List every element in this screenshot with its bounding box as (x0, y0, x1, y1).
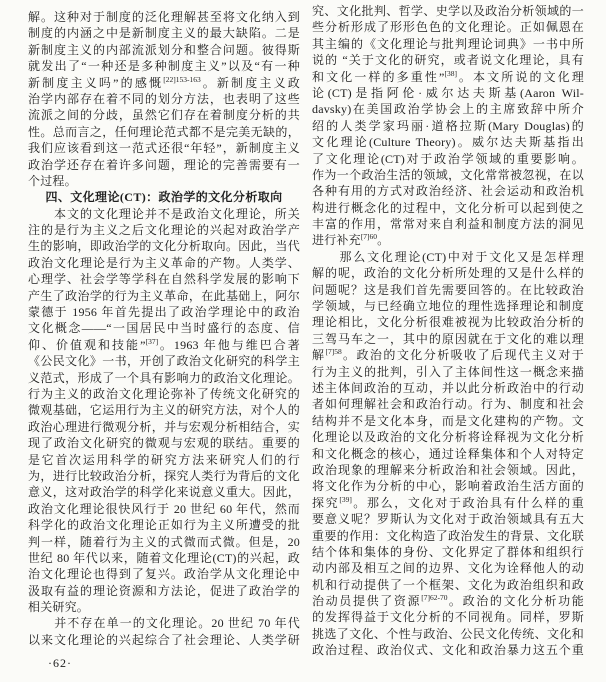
text-line: 各种有用的方式对政治经济、社会运动和政治机 (312, 184, 584, 199)
text-line: 《公民文化》一书，开创了政治文化研究的科学主 (28, 354, 300, 369)
left-column-text (28, 9, 300, 648)
text-line: 新制度主义的内部流派划分和整合问题。彼得斯 (28, 42, 300, 57)
text-line: 解$^{[7]58}$。政治的文化分析吸收了后现代主义对于 (312, 347, 584, 363)
text-line: 丰富的作用，常常对来自利益和制度方法的洞见 (312, 217, 584, 232)
text-line: 政治文化理论是行为主义革命的产物。人类学、 (28, 255, 300, 270)
text-line: 流派之间的分歧，虽然它们存在着制度分析的共 (28, 108, 300, 123)
text-line: 探究[39]。那么，文化对于政治具有什么样的重 (312, 494, 584, 510)
citation-superscript: [7]60 (360, 232, 378, 242)
text-line: 义范式，形成了一个具有影响力的政治文化理论。 (28, 370, 300, 385)
text-line: 行为主义的批判，引入了主体间性这一概念来描 (312, 364, 584, 379)
text-line: 为，进行比较政治分析，探究人类行为背后的文化 (28, 468, 300, 483)
text-line: 现了政治文化研究的微观与宏观的联结。重要的 (28, 436, 300, 451)
text-line: 心理学、社会学等学科在自然科学发展的影响下 (28, 272, 300, 287)
text-line: 解的呢，政治的文化分析所处理的又是什么样的 (312, 266, 584, 281)
right-column-text (312, 3, 584, 659)
text-line: 重要的作用：文化构造了政治发生的背景、文化联 (312, 528, 584, 543)
text-line: 和文化概念的核心，通过诠释集体和个人对特定 (312, 446, 584, 461)
citation-superscript: [7]62-70 (421, 593, 448, 603)
citation-superscript: [39] (339, 494, 352, 504)
text-line: 新制度主义吗”的感慨$^{[22]153-163}$。新制度主义政 (28, 74, 300, 90)
text-line: 结构并不是文化本身，而是文化建构的产物。文 (312, 413, 584, 428)
text-line: 问题呢？这是我们首先需要回答的。在比较政治 (312, 282, 584, 297)
text-line: 述主体间政治的互动，并以此分析政治中的行动 (312, 380, 584, 395)
text-line: 治文化理论也得到了复兴。政治学从文化理论中 (28, 567, 300, 582)
text-line: 政治学还存在着许多问题，理论的完善需要有一 (28, 157, 300, 172)
text-line: 说的 “关于文化的研究，或者说文化理论，具有 (312, 53, 584, 68)
text-line: 了文化理论(CT)对于政治学领域的重要影响。 (312, 151, 584, 166)
text-line: 学领域，与已经确立地位的理性选择理论和制度 (312, 299, 584, 314)
page-number: ·62· (48, 656, 72, 671)
text-line: 三驾马车之一，其中的原因就在于文化的难以理 (312, 331, 584, 346)
text-line: 注的是行为主义之后文化理论的兴起对政治学产 (28, 223, 300, 238)
left-column (28, 2, 300, 682)
text-line: 行为主义的政治文化理论弥补了传统文化研究的 (28, 386, 300, 401)
citation-superscript: [38] (444, 68, 458, 78)
text-line: 仰、价值观和技能”[37]。1963 年他与维巴合著 (28, 336, 300, 352)
text-line: 那么文化理论(CT)中对于文化又是怎样理 (312, 249, 584, 264)
text-line: 论(CT)是指阿伦·威尔达夫斯基(Aaron Wil- (312, 85, 584, 100)
text-line: 我们应该看到这一范式还很“年轻”，新制度主义 (28, 141, 300, 156)
text-line: 文化理论(Culture Theory)。威尔达夫斯基指出 (312, 135, 584, 150)
text-line: 汲取有益的理论资源和方法论，促进了政治学的 (28, 583, 300, 598)
text-line: 究、文化批判、哲学、史学以及政治分析领域的一 (312, 4, 584, 18)
text-line: 绍的人类学家玛丽·道格拉斯(Mary Douglas)的 (312, 118, 584, 133)
text-line: 制度的内涵之中是新制度主义的最大缺陷。二是 (28, 26, 300, 41)
text-line: 其主编的《文化理论与批判理论词典》一书中所 (312, 36, 584, 51)
text-line: 理论相比，文化分析很难被视为比较政治分析的 (312, 315, 584, 330)
text-line: 文化概念——“一国居民中当时盛行的态度、信 (28, 321, 300, 336)
text-line: 政治过程、政治仪式、文化和政治暴力这五个重 (312, 643, 584, 658)
text-line: 个过程。 (28, 173, 77, 188)
text-line: 作为一个政治生活的领域，文化常常被忽视，在以 (312, 167, 584, 182)
text-line: 的发挥得益于文化分析的不同视角。同样，罗斯 (312, 610, 584, 625)
text-line: 构进行概念化的过程中，文化分析可以起到使之 (312, 200, 584, 215)
citation-superscript: [7]58 (325, 347, 342, 357)
text-line: 挑选了文化、个性与政治、公民文化传统、文化和 (312, 626, 584, 641)
text-line: 生的影响，即政治学的文化分析取向。因此，当代 (28, 239, 300, 254)
text-line: 者如何理解社会和政治行动。行为、制度和社会 (312, 397, 584, 412)
text-line: 蒙德于 1956 年首先提出了政治学理论中的政治 (28, 305, 300, 320)
text-line: 本文的文化理论并不是政治文化理论，所关 (28, 206, 300, 221)
text-line: 解。这种对于制度的泛化理解甚至将文化纳入到 (28, 10, 300, 24)
text-line: 就发出了“一种还是多种制度主义”以及“有一种 (28, 59, 300, 74)
text-line: 科学化的政治文化理论正如行为主义所遭受的批 (28, 518, 300, 533)
text-line: 动内部及相互之间的边界、文化为诠释他人的动 (312, 561, 584, 576)
text-line: 是它首次运用科学的研究方法来研究人们的行 (28, 452, 300, 467)
text-line: 以来文化理论的兴起综合了社会理论、人类学研 (28, 632, 300, 647)
text-line: 些分析形成了形形色色的文化理论。正如佩恩在 (312, 20, 584, 35)
text-line: 性。总而言之，任何理论范式都不是完美无缺的， (28, 124, 300, 139)
text-line: davsky)在美国政治学协会上的主席致辞中所介 (312, 102, 584, 117)
text-line: 相关研究。 (28, 600, 90, 615)
right-column (312, 2, 584, 682)
text-line: 机和行动提供了一个框架、文化为政治组织和政 (312, 577, 584, 592)
text-line: 政治文化理论很快风行于 20 世纪 60 年代，然而 (28, 501, 300, 516)
text-line: 政治心理进行微观分析，并与宏观分析相结合，实 (28, 419, 300, 434)
text-line: 产生了政治学的行为主义革命，在此基础上，阿尔 (28, 288, 300, 303)
text-line: 和文化一样的多重性”[38]。本文所说的文化理 (312, 68, 584, 84)
text-line: 并不存在单一的文化理论。20 世纪 70 年代 (28, 616, 300, 631)
text-line: 将文化作为分析的中心，影响着政治生活方面的 (312, 479, 584, 494)
text-line: 化理论以及政治的文化分析将诠释视为文化分析 (312, 430, 584, 445)
text-line: 世纪 80 年代以来，随着文化理论(CT)的兴起，政 (28, 550, 300, 565)
text-line: 结个体和集体的身份、文化界定了群体和组织行 (312, 544, 584, 559)
text-line: 治学内部存在着不同的划分方法，也表明了这些 (28, 91, 300, 106)
text-line: 要意义呢？罗斯认为文化对于政治领域具有五大 (312, 512, 584, 527)
text-line: 治动员提供了资源$^{[7]62-70}$。政治的文化分析功能 (312, 593, 584, 609)
text-line: 微观基础，它运用行为主义的研究方法，对个人的 (28, 403, 300, 418)
citation-superscript: [22]153-163 (163, 74, 201, 84)
section-heading: 四、文化理论(CT)：政治学的文化分析取向 (45, 190, 283, 205)
text-line: 意义，这对政治学的科学化来说意义重大。因此， (28, 485, 300, 500)
citation-superscript: [37] (145, 336, 159, 346)
text-line: 判一样，随着行为主义的式微而式微。但是，20 (28, 534, 300, 549)
text-line: 进行补充$^{[7]60}$。 (312, 232, 390, 248)
text-line: 政治现象的理解来分析政治和社会领域。因此， (312, 462, 584, 477)
